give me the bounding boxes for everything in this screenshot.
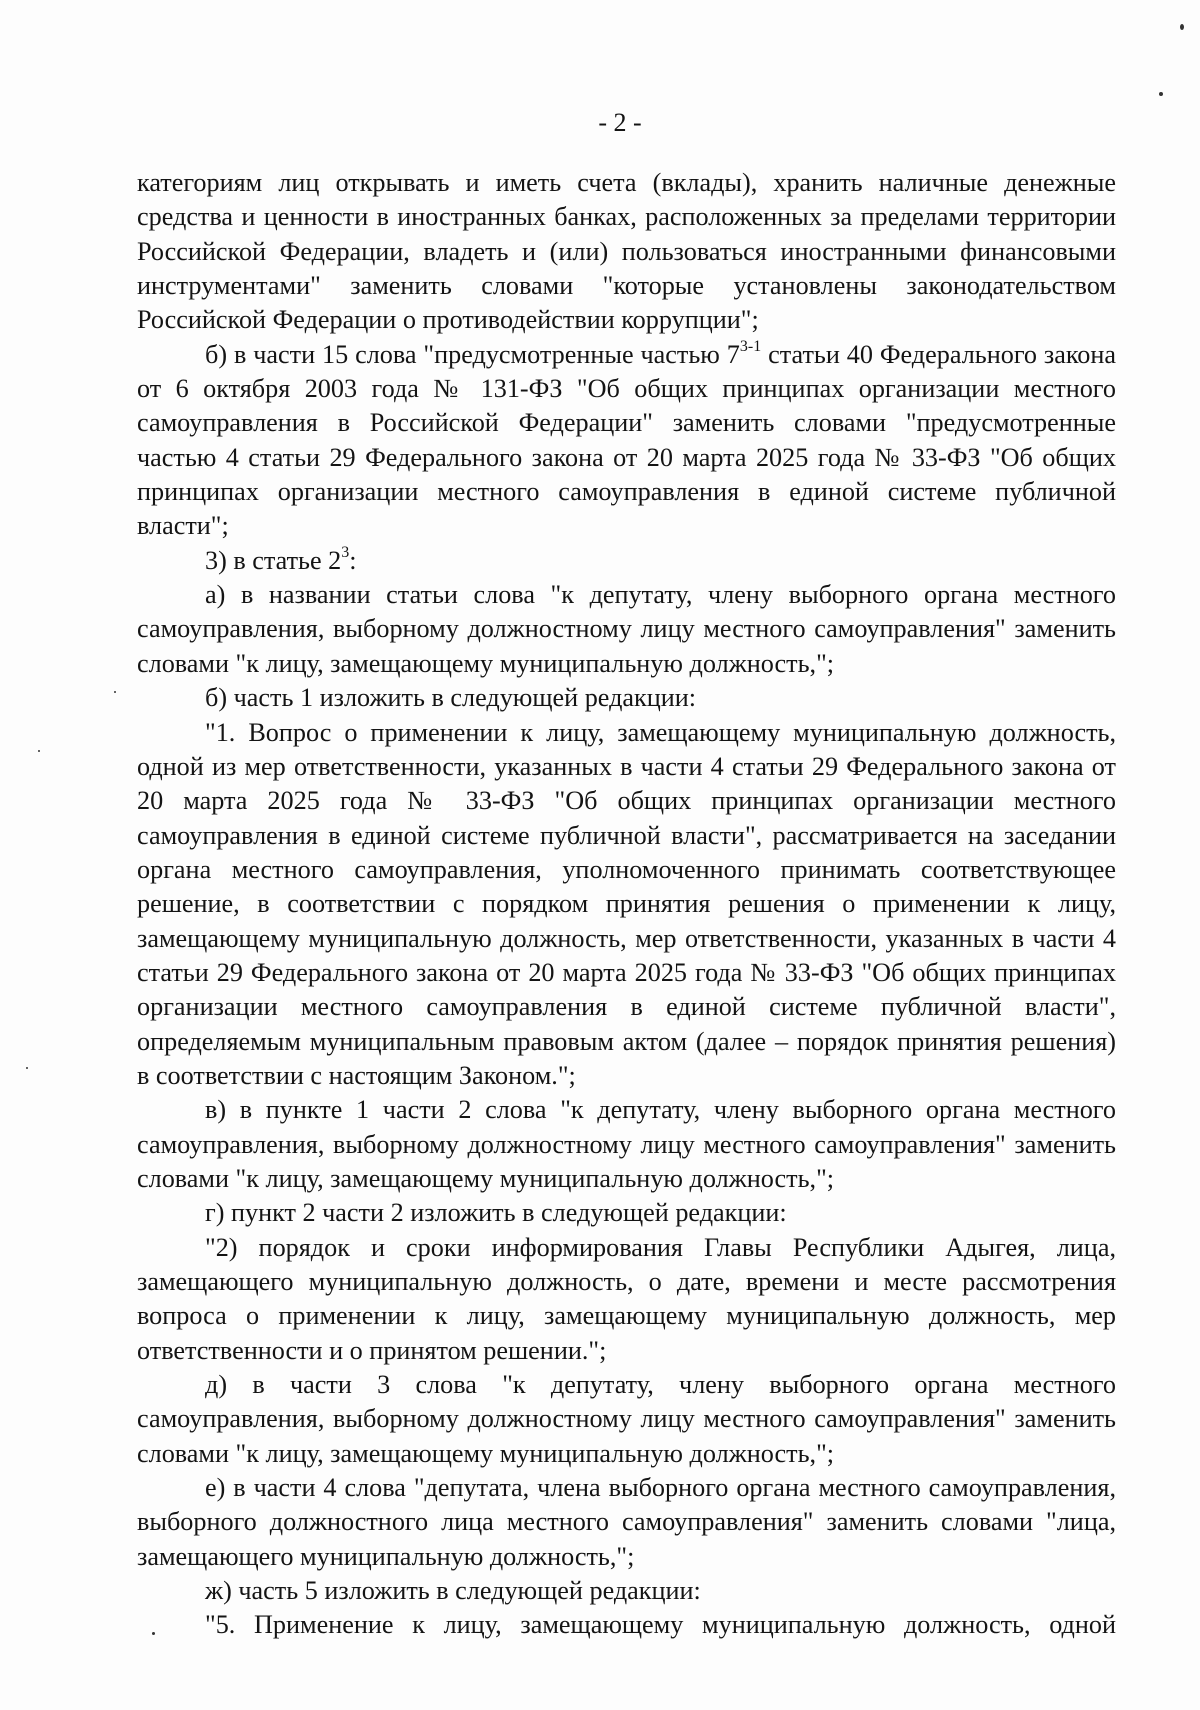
page-number: - 2 - [598,108,642,137]
scan-speck [38,750,40,752]
scan-speck [1180,24,1184,30]
paragraph-item-b-part-1: б) часть 1 изложить в следующей редакции: [205,683,697,713]
scan-speck [152,1632,155,1635]
paragraph-quote-2: "2) порядок и сроки информирования Главы Республики Адыгея, лица, замещающего муниципальную должность, о дате, времени и месте рассмотрения вопроса о применении к лицу, замещающему муниципальную должность, мер ответственности и о принятом решении."; [137,1232,1116,1365]
paragraph-item-g: г) пункт 2 части 2 изложить в следующей редакции: [205,1198,787,1228]
scan-speck [1159,92,1163,96]
document-body [137,166,1116,1643]
paragraph-item-d: д) в части 3 слова "к депутату, члену выборного органа местного самоуправления, выборному должностному лицу местного самоуправления" заменить словами "к лицу, замещающему муниципальную должность,"; [137,1370,1116,1468]
superscript: 3-1 [739,337,762,355]
paragraph-quote-1: "1. Вопрос о применении к лицу, замещающему муниципальную должность, одной из мер ответственности, указанных в части 4 статьи 29 Федерального закона от 20 марта 2025 года № 33-ФЗ "Об общих принципах организации местного самоуправления в единой системе публичной власти", рассматривается на заседании органа местного самоуправления, уполномоченного принимать соответствующее решение, в соответствии с порядком принятия решения о применении к лицу, замещающему муниципальную должность, мер ответственности, указанных в части 4 статьи 29 Федерального закона от 20 марта 2025 года № 33-ФЗ "Об общих принципах организации местного самоуправления в единой системе публичной власти", определяемым муниципальным правовым актом (далее – порядок принятия решения) в соответствии с настоящим Законом."; [137,717,1116,1090]
paragraph-item-e: е) в части 4 слова "депутата, члена выборного органа местного самоуправления, выборного должностного лица местного самоуправления" заменить словами "лица, замещающего муниципальную должность,"; [137,1473,1116,1571]
paragraph-continuation: категориям лиц открывать и иметь счета (вклады), хранить наличные денежные средства и ценности в иностранных банках, расположенных за пределами территории Российской Федерации, владеть и (или) пользоваться иностранными финансовыми инструментами" заменить словами "которые установлены законодательством Российской Федерации о противодействии коррупции"; [137,168,1116,335]
paragraph-article-2-3: 3) в статье $2^3$: [205,544,357,575]
scan-speck [26,1067,28,1069]
paragraph-item-b-part-15: б) в части 15 слова "предусмотренные частью 7$^{3-1}$ статьи 40 Федерального закона от 6 октября 2003 года № 131-ФЗ "Об общих принципах организации местного самоуправления в Российской Федерации" заменить словами "предусмотренные частью 4 статьи 29 Федерального закона от 20 марта 2025 года № 33-ФЗ "Об общих принципах организации местного самоуправления в единой системе публичной власти"; [137,337,1116,541]
superscript: 3 [341,544,350,562]
paragraph-quote-5: "5. Применение к лицу, замещающему муниципальную должность, одной [205,1610,1116,1640]
paragraph-item-zh: ж) часть 5 изложить в следующей редакции: [205,1576,701,1606]
paragraph-item-a: а) в названии статьи слова "к депутату, члену выборного органа местного самоуправления, выборному должностному лицу местного самоуправления" заменить словами "к лицу, замещающему муниципальную должность,"; [137,580,1116,678]
scan-speck [114,691,116,693]
paragraph-item-v: в) в пункте 1 части 2 слова "к депутату, члену выборного органа местного самоуправления, выборному должностному лицу местного самоуправления" заменить словами "к лицу, замещающему муниципальную должность,"; [137,1095,1116,1193]
